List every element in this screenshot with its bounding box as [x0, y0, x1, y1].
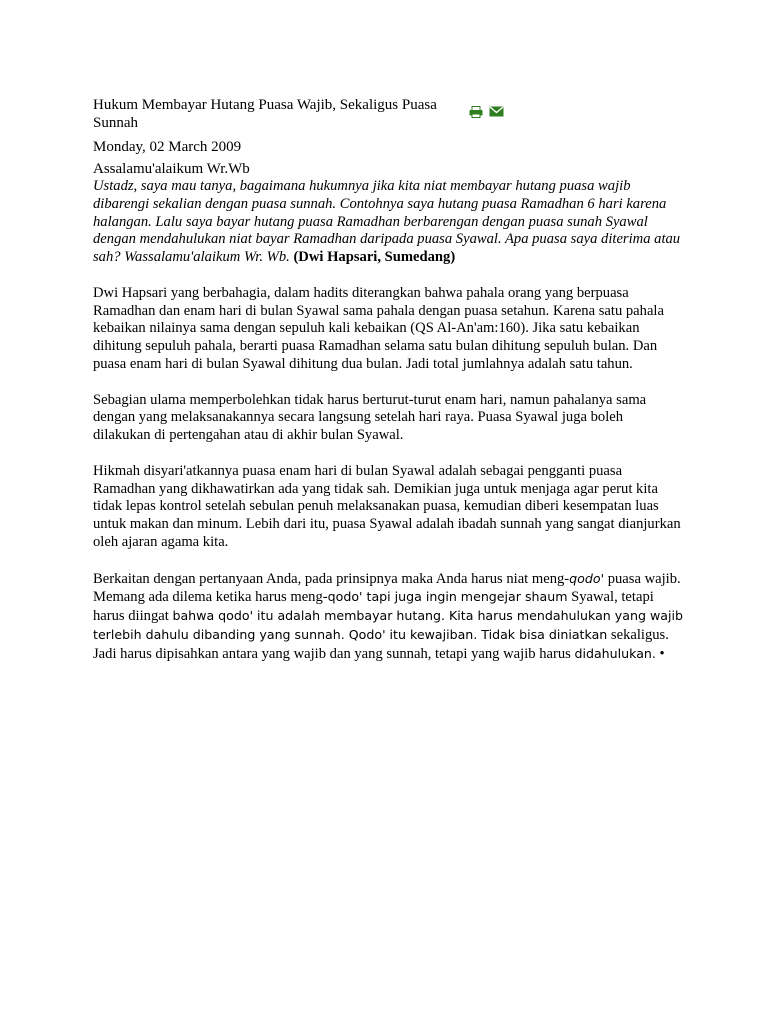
answer-p4-qodo: qodo' [569, 570, 605, 586]
answer-p4-part6: bahwa qodo' itu adalah membayar hutang. Kita harus mendahulukan yang wajib terlebih dahulu dibanding yang sunnah. Qodo' itu kewajiban. Tidak bisa diniatkan [93, 608, 683, 642]
email-icon[interactable] [489, 106, 504, 118]
answer-paragraph-4 [93, 570, 683, 664]
answer-p4-part3: puasa wajib. Memang ada dilema ketika harus meng- [93, 570, 681, 606]
print-icon[interactable] [469, 106, 483, 118]
question-author: (Dwi Hapsari, Sumedang) [293, 249, 456, 266]
question-text: Ustadz, saya mau tanya, bagaimana hukumnya jika kita niat membayar hutang puasa wajib dibarengi sekalian dengan puasa sunnah. Contohnya saya hutang puasa Ramadhan 6 hari karena halangan. Lalu saya bayar hutang puasa Ramadhan berbarengan dengan puasa sunah Syawal dengan mendahulukan niat bayar Ramadhan daripada puasa Syawal. Apa puasa saya diterima atau sah? Wassalamu'alaikum Wr. Wb. [93, 178, 681, 266]
end-bullet: • [655, 645, 665, 662]
article-tools [469, 106, 504, 118]
reader-question [93, 178, 683, 267]
answer-p4-part1: Berkaitan dengan pertanyaan Anda, pada prinsipnya maka Anda harus niat meng- [93, 570, 570, 587]
answer-p4-part7: sekaligus. Jadi harus dipisahkan antara yang wajib dan yang sunnah, tetapi yang wajib harus [93, 626, 669, 662]
greeting: Assalamu'alaikum Wr.Wb [93, 161, 250, 177]
answer-paragraph-3: Hikmah disyari'atkannya puasa enam hari di bulan Syawal adalah sebagai pengganti puasa Ramadhan yang dikhawatirkan ada yang tidak sah. Demikian juga untuk menjaga agar perut kita tidak lepas kontrol setelah sebulan penuh melaksanakan puasa, kemudian diberi kesempatan luas untuk makan dan minum. Lebih dari itu, puasa Syawal adalah ibadah sunnah yang sangat dianjurkan oleh ajaran agama kita. [93, 462, 681, 550]
answer-paragraph-1: Dwi Hapsari yang berbahagia, dalam hadits diterangkan bahwa pahala orang yang berpuasa Ramadhan dan enam hari di bulan Syawal sama pahala dengan puasa setahun. Karena satu pahala kebaikan nilainya sama dengan sepuluh kali kebaikan (QS Al-An'am:160). Jika satu kebaikan dihitung sepuluh pahala, berarti puasa Ramadhan selama satu bulan dihitung sepuluh bulan. Dan puasa enam hari di bulan Syawal dihitung dua bulan. Jadi total jumlahnya adalah satu tahun. [93, 284, 664, 372]
article-header [93, 96, 653, 132]
article-date: Monday, 02 March 2009 [93, 139, 242, 155]
answer-p4-part5: Syawal, tetapi harus diingat [93, 589, 654, 625]
article-title: Hukum Membayar Hutang Puasa Wajib, Sekaligus Puasa Sunnah [93, 97, 437, 131]
answer-p4-part8: didahulukan. [574, 645, 656, 661]
answer-paragraph-2: Sebagian ulama memperbolehkan tidak harus berturut-turut enam hari, namun pahalanya sama dengan yang melaksanakannya secara langsung setelah hari raya. Puasa Syawal juga boleh dilakukan di pertengahan atau di akhir bulan Syawal. [93, 391, 647, 444]
article [93, 96, 683, 664]
answer-p4-part4: qodo' tapi juga ingin mengejar shaum [327, 589, 568, 605]
